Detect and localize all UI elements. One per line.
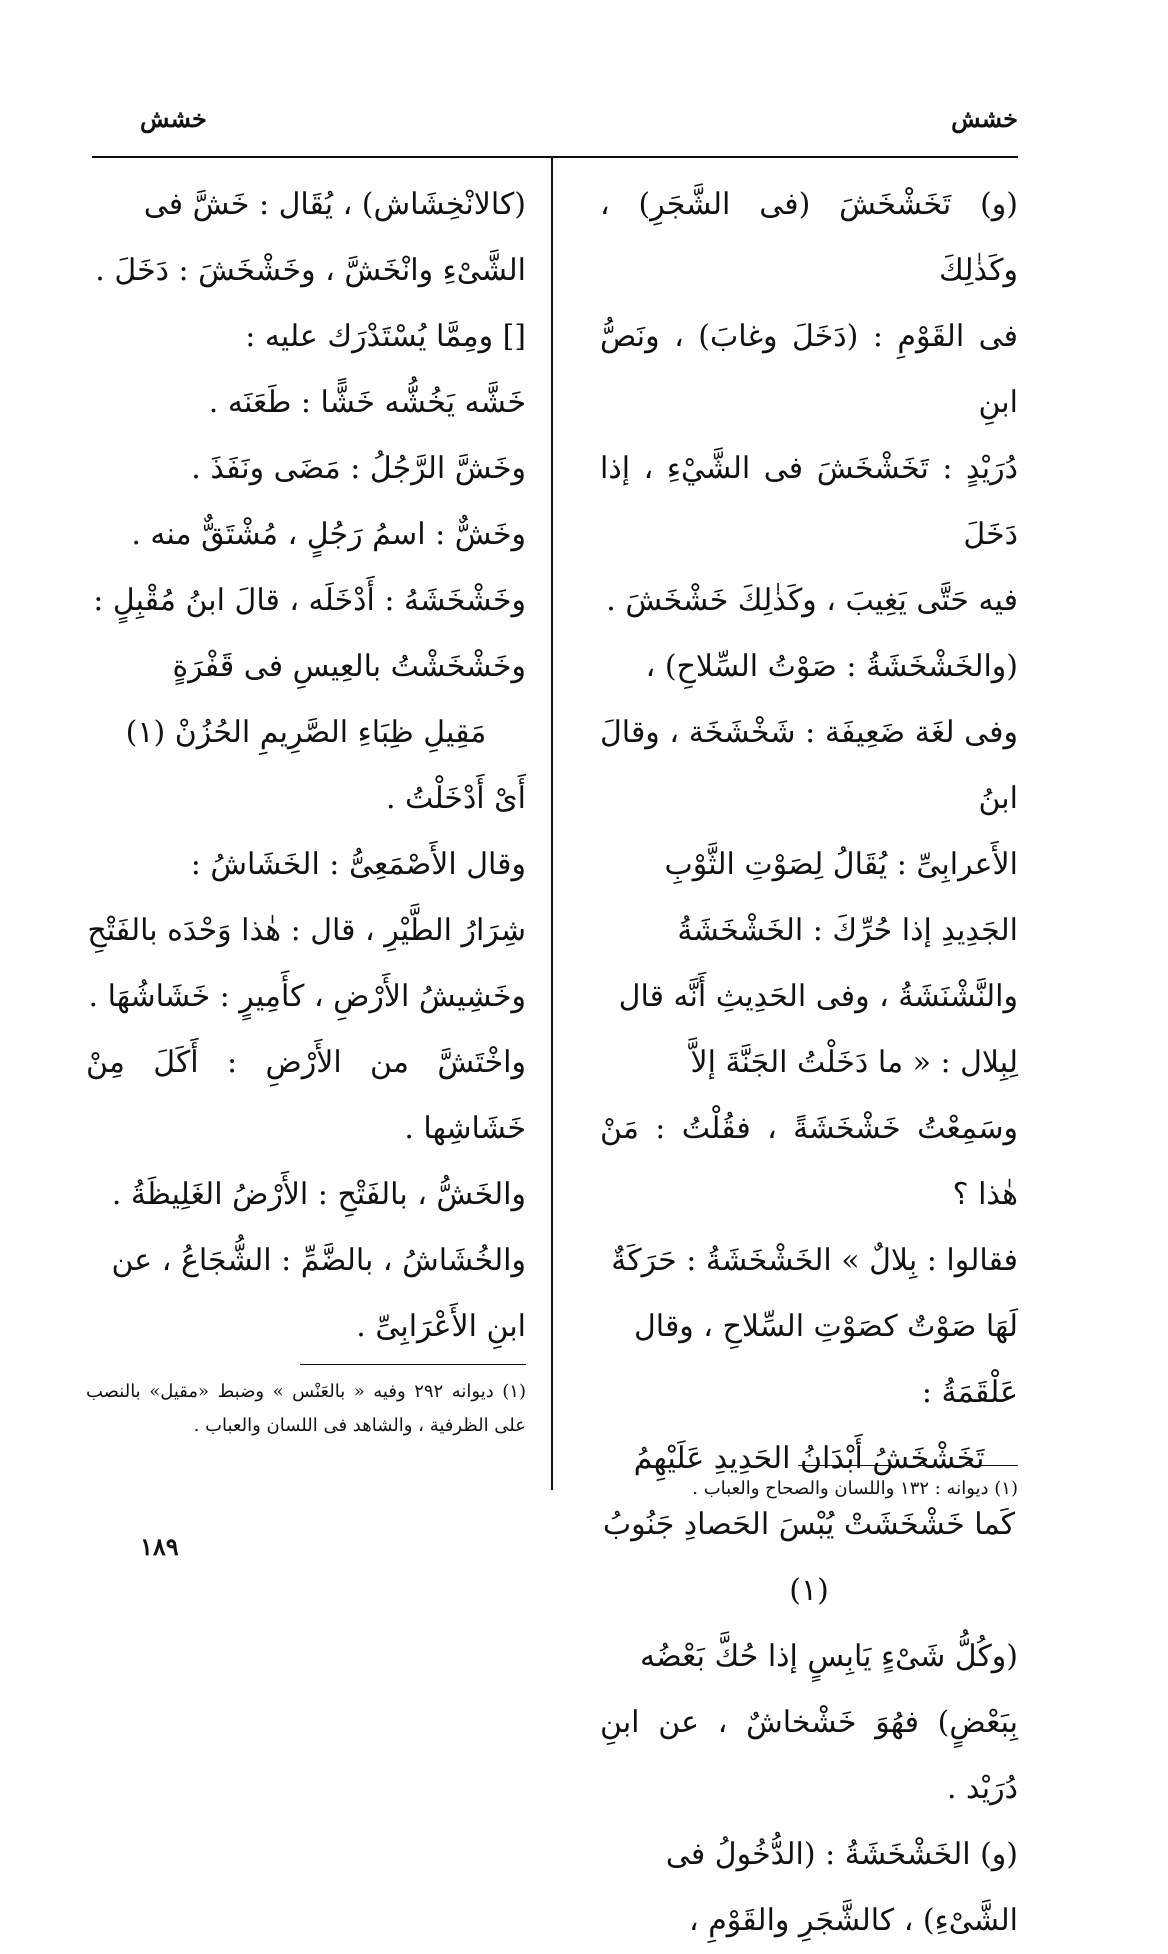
running-head-left: خشش xyxy=(140,104,207,133)
text-line: والنَّشْنَشَةُ ، وفى الحَدِيثِ أَنَّه قال xyxy=(618,979,1018,1014)
text-line: أَىْ أَدْخَلْتُ . xyxy=(385,781,526,816)
verse-line: كَما خَشْخَشَتْ يُبْسَ الحَصادِ جَنُوبُ (١) xyxy=(602,1507,1016,1608)
text-line: وخَشِيشُ الأَرْضِ ، كأَمِيرٍ : خَشَاشُهَا . xyxy=(88,979,526,1014)
text-line: (والخَشْخَشَةُ : صَوْتُ السِّلاحِ) ، xyxy=(645,649,1018,684)
text-line: فقالوا : بِلالٌ » الخَشْخَشَةُ : حَرَكَةٌ xyxy=(611,1243,1018,1278)
text-line: دُرَيْدٍ : تَخَشْخَشَ فى الشَّيْءِ ، إذا دَخَلَ xyxy=(600,451,1018,552)
right-column xyxy=(600,172,1018,1954)
running-head-right: خشش xyxy=(951,104,1018,133)
text-line: لِبِلال : « ما دَخَلْتُ الجَنَّةَ إلاَّ xyxy=(690,1045,1018,1080)
text-line: (كالانْخِشَاش) ، يُقَال : خَشَّ فى xyxy=(143,187,526,222)
text-line: وخَشْخَشَهُ : أَدْخَلَه ، قالَ ابنُ مُقْبِلٍ : xyxy=(93,583,526,618)
text-line: (وكُلُّ شَىْءٍ يَابِسٍ إذا حُكَّ بَعْضُه xyxy=(640,1639,1018,1674)
footnote-left: (١) ديوانه ٢٩٢ وفيه « بالعَنْس » وضبط «مقيل» بالنصب على الظرفية ، والشاهد فى اللسان والعباب . xyxy=(86,1381,526,1436)
text-line: فيه حَتَّى يَغِيبَ ، وكَذٰلِكَ خَشْخَشَ . xyxy=(606,583,1018,618)
text-line: الشَّىْءِ وانْخَشَّ ، وخَشْخَشَ : دَخَلَ . xyxy=(95,253,526,288)
verse-line: تَخَشْخَشُ أَبْدَانُ الحَدِيدِ عَلَيْهِمُ xyxy=(633,1441,985,1476)
text-line: وفى لغَة ضَعِيفَة : شَخْشَخَة ، وقالَ ابنُ xyxy=(600,715,1018,816)
footnote-rule-right xyxy=(798,1465,1018,1466)
text-line: الجَدِيدِ إذا حُرِّكَ : الخَشْخَشَةُ xyxy=(677,913,1018,948)
text-line: وخَشَّ الرَّجُلُ : مَضَى ونَفَذَ . xyxy=(191,451,526,486)
text-line: [] ومِمَّا يُسْتَدْرَك عليه : xyxy=(245,319,526,354)
footnote-right: (١) ديوانه : ١٣٢ واللسان والصحاح والعباب . xyxy=(692,1478,1018,1499)
text-line: ابنِ الأَعْرَابِىِّ . xyxy=(356,1309,526,1344)
text-line: لَهَا صَوْتٌ كصَوْتِ السِّلاحِ ، وقال xyxy=(634,1309,1018,1344)
text-line: خَشَّه يَخُشُّه خَشًّا : طَعَنَه . xyxy=(208,385,526,420)
text-line: وقال الأَصْمَعِىُّ : الخَشَاشُ : xyxy=(190,847,526,882)
text-line: فى القَوْمِ : (دَخَلَ وغابَ) ، ونَصُّ ابنِ xyxy=(600,319,1018,420)
text-line: الشَّىْءِ) ، كالشَّجَرِ والقَوْمِ ، xyxy=(688,1903,1018,1938)
left-column xyxy=(86,172,526,1360)
text-line: والخَشُّ ، بالفَتْحِ : الأَرْضُ الغَلِيظَةُ . xyxy=(111,1177,526,1212)
footnote-rule-left xyxy=(300,1364,526,1365)
text-line: واخْتَشَّ من الأَرْضِ : أَكَلَ مِنْ خَشَاشِها . xyxy=(86,1045,526,1146)
verse-line: مَقِيلِ ظِبَاءِ الصَّرِيمِ الحُزُنْ (١) xyxy=(125,715,487,750)
text-line: (و) الخَشْخَشَةُ : (الدُّخُولُ فى xyxy=(665,1837,1018,1872)
text-line: عَلْقَمَةُ : xyxy=(921,1375,1018,1410)
text-line: الأَعرابِىِّ : يُقَالُ لِصَوْتِ الثَّوْبِ xyxy=(664,847,1018,882)
text-line: وسَمِعْتُ خَشْخَشَةً ، فقُلْتُ : مَنْ هٰذا ؟ xyxy=(600,1111,1018,1212)
verse-line: وخَشْخَشْتُ بالعِيسِ فى قَفْرَةٍ xyxy=(172,649,526,684)
text-line: (و) تَخَشْخَشَ (فى الشَّجَرِ) ، وكَذٰلِكَ xyxy=(600,187,1018,288)
header-rule xyxy=(92,156,1018,158)
column-divider xyxy=(551,158,553,1490)
text-line: والخُشَاشُ ، بالضَّمِّ : الشُّجَاعُ ، عن xyxy=(111,1243,526,1278)
text-line: وخَشٌّ : اسمُ رَجُلٍ ، مُشْتَقٌّ منه . xyxy=(131,517,526,552)
text-line: بِبَعْضٍ) فهُوَ خَشْخاشٌ ، عن ابنِ دُرَيْد . xyxy=(600,1705,1018,1806)
text-line: شِرَارُ الطَّيْرِ ، قال : هٰذا وَحْدَه بالفَتْحِ xyxy=(87,913,526,948)
page-number: ١٨٩ xyxy=(140,1532,179,1561)
